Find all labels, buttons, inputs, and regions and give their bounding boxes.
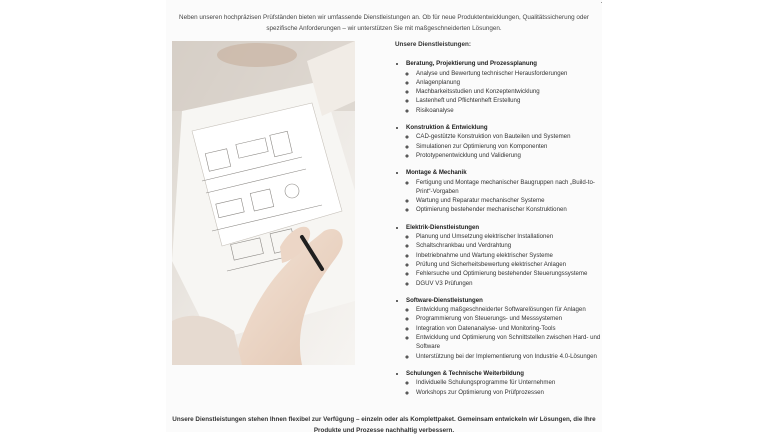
divider-dot bbox=[601, 2, 602, 3]
hand-drawing-technical-blueprint-icon bbox=[172, 41, 355, 365]
list-item: ◦ Unterstützung bei der Implementierung von Industrie 4.0-Lösungen bbox=[416, 352, 610, 361]
list-item: ◦ DGUV V3 Prüfungen bbox=[416, 279, 610, 288]
service-category bbox=[395, 59, 610, 115]
services-section bbox=[395, 40, 610, 405]
list-item: ◦ Analyse und Bewertung technischer Herausforderungen bbox=[416, 69, 610, 78]
list-item: ◦ Planung und Umsetzung elektrischer Installationen bbox=[416, 232, 610, 241]
list-item: ◦ Entwicklung maßgeschneiderter Softwarelösungen für Anlagen bbox=[416, 305, 610, 314]
list-item: ◦ Anlagenplanung bbox=[416, 78, 610, 87]
list-item: ◦ Risikoanalyse bbox=[416, 106, 610, 115]
service-category bbox=[395, 168, 610, 214]
list-item: ◦ Fehlersuche und Optimierung bestehender Steuerungssysteme bbox=[416, 269, 610, 278]
list-item: ◦ Lastenheft und Pflichtenheft Erstellung bbox=[416, 96, 610, 105]
list-item: ◦ Fertigung und Montage mechanischer Baugruppen nach „Build-to-Print“-Vorgaben bbox=[416, 178, 610, 197]
category-title: Konstruktion & Entwicklung bbox=[406, 124, 488, 132]
category-title: Schulungen & Technische Weiterbildung bbox=[406, 369, 524, 377]
service-category bbox=[395, 223, 610, 288]
services-heading: Unsere Dienstleistungen: bbox=[395, 41, 471, 48]
list-item: ◦ Integration von Datenanalyse- und Monitoring-Tools bbox=[416, 324, 610, 333]
category-title: Elektrik-Dienstleistungen bbox=[406, 223, 480, 231]
intro-paragraph: Neben unseren hochpräzisen Prüfständen bieten wir umfassende Dienstleistungen an. Ob für neue Produktentwicklungen, Qualitätssicherung oder spezifische Anforderungen – wir unterstützen Sie mit maßgeschneiderten Lösungen. bbox=[179, 14, 589, 32]
list-item: ◦ Wartung und Reparatur mechanischer Systeme bbox=[416, 196, 610, 205]
list-item: ◦ Prüfung und Sicherheitsbewertung elektrischer Anlagen bbox=[416, 260, 610, 269]
category-title: Montage & Mechanik bbox=[406, 169, 467, 177]
list-item: ◦ Machbarkeitsstudien und Konzeptentwicklung bbox=[416, 87, 610, 96]
list-item: ◦ Individuelle Schulungsprogramme für Unternehmen bbox=[416, 378, 610, 387]
list-item: ◦ Inbetriebnahme und Wartung elektrischer Systeme bbox=[416, 251, 610, 260]
list-item: ◦ Workshops zur Optimierung von Prüfprozessen bbox=[416, 388, 610, 397]
list-item: ◦ CAD-gestützte Konstruktion von Bauteilen und Systemen bbox=[416, 132, 610, 141]
list-item: ◦ Entwicklung und Optimierung von Schnittstellen zwischen Hard- und Software bbox=[416, 333, 610, 352]
list-item: ◦ Schaltschrankbau und Verdrahtung bbox=[416, 241, 610, 250]
list-item: ◦ Prototypenentwicklung und Validierung bbox=[416, 151, 610, 160]
category-title: Beratung, Projektierung und Prozessplanung bbox=[406, 60, 538, 68]
service-category bbox=[395, 369, 610, 397]
service-category bbox=[395, 296, 610, 361]
outro-paragraph: Unsere Dienstleistungen stehen Ihnen flexibel zur Verfügung – einzeln oder als Komplettpaket. Gemeinsam entwickeln wir Lösungen, die Ihre Produkte und Prozesse nachhaltig verbessern. bbox=[172, 416, 596, 434]
list-item: ◦ Simulationen zur Optimierung von Komponenten bbox=[416, 142, 610, 151]
blueprint-photo bbox=[172, 41, 355, 365]
list-item: ◦ Programmierung von Steuerungs- und Messsystemen bbox=[416, 314, 610, 323]
service-category bbox=[395, 123, 610, 160]
list-item: ◦ Optimierung bestehender mechanischer Konstruktionen bbox=[416, 205, 610, 214]
category-title: Software-Dienstleistungen bbox=[406, 296, 483, 304]
